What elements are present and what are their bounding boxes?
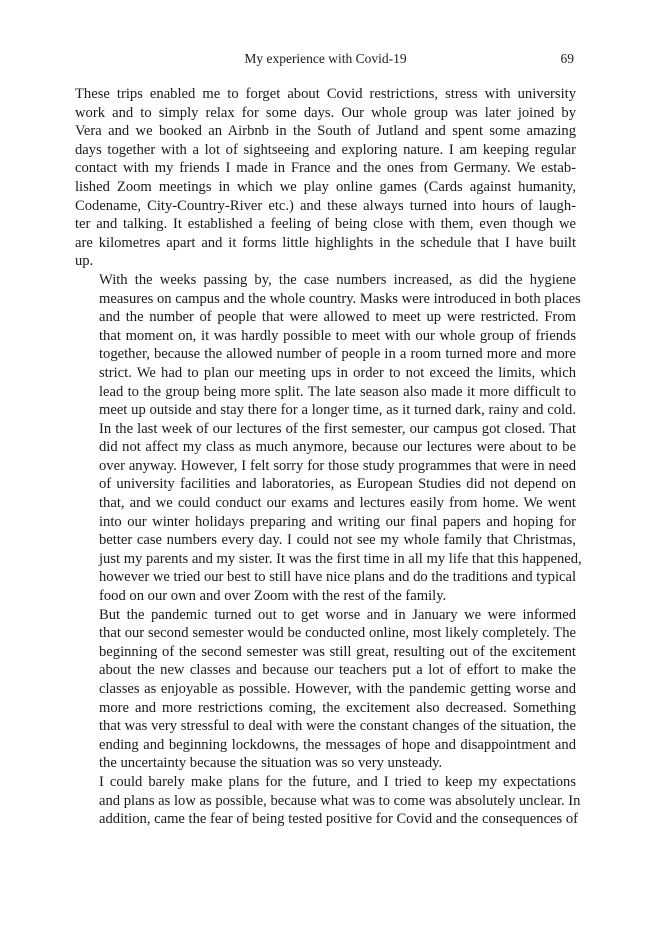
text-line: of university facilities and laboratories, as European Studies did not depend on (99, 476, 576, 493)
text-line: and the number of people that were allowed to meet up were restricted. From (99, 309, 576, 326)
text-line: Codename, City-Country-River etc.) and these always turned into hours of laugh- (75, 197, 576, 214)
text-line: did not affect my class as much anymore, because our lectures were about to be (99, 439, 576, 456)
text-line: that was very stressful to deal with were the constant changes of the situation, the (99, 718, 576, 735)
paragraph-1 (75, 85, 576, 271)
text-line: measures on campus and the whole country. Masks were introduced in both places (99, 290, 581, 307)
text-line: just my parents and my sister. It was the first time in all my life that this happened, (99, 550, 582, 567)
text-line: ending and beginning lockdowns, the messages of hope and disappointment and (99, 736, 576, 753)
running-title: My experience with Covid-19 (244, 51, 407, 66)
book-page (75, 0, 582, 829)
text-line: lead to the group being more split. The late season also made it more difficult to (99, 383, 576, 400)
text-line: beginning of the second semester was still great, resulting out of the excitement (99, 643, 576, 660)
text-line: into our winter holidays preparing and writing our final papers and hoping for (99, 513, 576, 530)
text-line: the uncertainty because the situation was so very unsteady. (99, 755, 443, 772)
text-line: up. (75, 253, 94, 270)
text-line: These trips enabled me to forget about Covid restrictions, stress with university (75, 86, 576, 102)
text-line: and plans as low as possible, because what was to come was absolutely unclear. In (99, 792, 581, 809)
text-line: are kilometres apart and it forms little highlights in the schedule that I have built (75, 234, 576, 251)
text-line: contact with my friends I made in France and the ones from Germany. We estab- (75, 160, 576, 177)
text-line: meet up outside and stay there for a longer time, as it turned dark, rainy and cold. (99, 402, 576, 419)
paragraph-3 (75, 606, 576, 773)
text-line: better case numbers every day. I could not see my whole family that Christmas, (99, 532, 576, 549)
text-line: lished Zoom meetings in which we play online games (Cards against humanity, (75, 178, 576, 195)
text-line: over anyway. However, I felt sorry for those study programmes that were in need (99, 457, 576, 474)
text-line: addition, came the fear of being tested positive for Covid and the consequences of (99, 811, 579, 828)
text-line: that our second semester would be conducted online, most likely completely. The (99, 625, 576, 642)
text-line: In the last week of our lectures of the first semester, our campus got closed. That (99, 420, 576, 437)
text-line: more and more restrictions coming, the excitement also decreased. Something (99, 699, 576, 716)
text-line: together, because the allowed number of people in a room turned more and more (99, 346, 576, 363)
text-line: that moment on, it was hardly possible to meet with our whole group of friends (99, 327, 576, 344)
text-line: classes as enjoyable as possible. However, with the pandemic getting worse and (99, 681, 576, 697)
text-line: strict. We had to plan our meeting ups in order to not exceed the limits, which (99, 364, 576, 381)
text-line: about the new classes and because our teachers put a lot of effort to make the (99, 662, 576, 679)
text-line: ter and talking. It established a feeling of being close with them, even though we (75, 216, 576, 233)
text-line: Vera and we booked an Airbnb in the South of Jutland and spent some amazing (75, 123, 576, 140)
paragraph-2 (75, 271, 582, 606)
body-text (75, 85, 582, 829)
text-line: But the pandemic turned out to get worse and in January we were informed (99, 606, 576, 623)
text-line: food on our own and over Zoom with the rest of the family. (99, 588, 447, 605)
page-number: 69 (560, 51, 574, 66)
text-line: however we tried our best to still have nice plans and do the traditions and typical (99, 569, 577, 586)
paragraph-4 (75, 773, 581, 829)
text-line: work and to simply relax for some days. Our whole group was later joined by (75, 104, 576, 121)
text-line: days together with a lot of sightseeing and exploring nature. I am keeping regular (75, 141, 576, 158)
running-header (75, 49, 576, 69)
text-line: I could barely make plans for the future, and I tried to keep my expectations (99, 773, 576, 790)
text-line: that, and we could conduct our exams and lectures easily from home. We went (99, 495, 576, 512)
text-line: With the weeks passing by, the case numbers increased, as did the hygiene (99, 271, 576, 288)
